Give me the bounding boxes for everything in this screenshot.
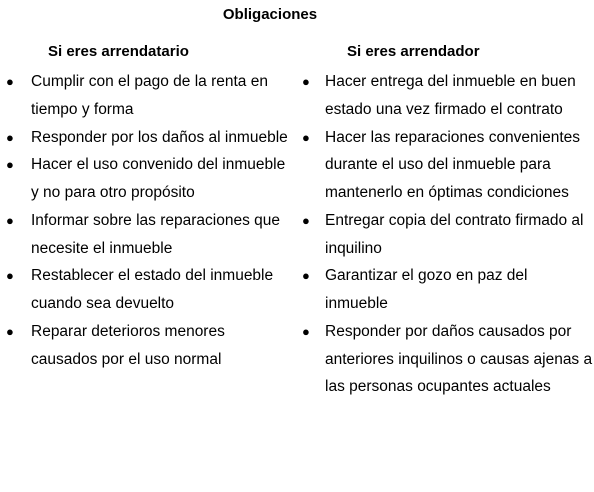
bullet-icon: ● <box>6 212 14 228</box>
list-item: ● Informar sobre las reparaciones que necesite el inmueble <box>0 207 290 263</box>
obligations-list-arrendatario <box>0 68 290 373</box>
document-title: Obligaciones <box>222 6 318 23</box>
obligations-list-arrendador <box>296 68 594 401</box>
bullet-icon: ● <box>6 323 14 339</box>
list-item: ● Entregar copia del contrato firmado al inquilino <box>296 207 594 263</box>
list-item: ● Restablecer el estado del inmueble cuando sea devuelto <box>0 262 290 318</box>
bullet-icon: ● <box>6 268 14 284</box>
bullet-icon: ● <box>302 212 310 228</box>
bullet-icon: ● <box>6 74 14 89</box>
list-item: ● Responder por daños causados por anteriores inquilinos o causas ajenas a las personas ocupantes actuales <box>296 318 594 401</box>
bullet-icon: ● <box>6 157 14 173</box>
list-item: ● Responder por los daños al inmueble <box>0 124 290 152</box>
bullet-icon: ● <box>6 129 14 145</box>
bullet-icon: ● <box>302 268 310 284</box>
list-item: ● Hacer las reparaciones convenientes durante el uso del inmueble para mantenerlo en óptimas condiciones <box>296 124 594 207</box>
list-item: ● Garantizar el gozo en paz del inmueble <box>296 262 594 318</box>
list-item: ● Reparar deterioros menores causados por el uso normal <box>0 318 290 374</box>
bullet-icon: ● <box>302 74 310 89</box>
column-heading-arrendatario: Si eres arrendatario <box>48 43 189 60</box>
bullet-icon: ● <box>302 323 310 339</box>
column-heading-arrendador: Si eres arrendador <box>347 43 480 60</box>
list-item: ● Cumplir con el pago de la renta en tiempo y forma <box>0 68 290 124</box>
list-item: ● Hacer el uso convenido del inmueble y no para otro propósito <box>0 151 290 207</box>
list-item: ● Hacer entrega del inmueble en buen estado una vez firmado el contrato <box>296 68 594 124</box>
bullet-icon: ● <box>302 129 310 145</box>
